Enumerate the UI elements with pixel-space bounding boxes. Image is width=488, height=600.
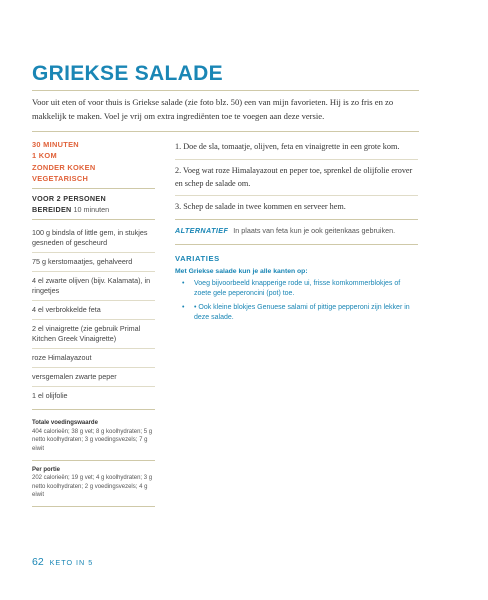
ingredient-item: 75 g kerstomaatjes, gehalveerd xyxy=(32,253,155,272)
page-title: GRIEKSE SALADE xyxy=(32,62,223,85)
book-title: KETO IN 5 xyxy=(49,558,94,567)
nutrition-portion-heading: Per portie xyxy=(32,466,61,473)
title-divider xyxy=(32,90,419,91)
sidebar-divider xyxy=(32,409,155,410)
prep-value: 10 minuten xyxy=(73,205,110,215)
sidebar-divider xyxy=(32,219,155,220)
ingredient-list xyxy=(32,224,155,405)
prep-time xyxy=(32,204,155,215)
variation-text: • Ook kleine blokjes Genuese salami of pittige pepperoni zijn lekker in deze salade. xyxy=(194,303,410,321)
tag-bowl: 1 KOM xyxy=(32,151,57,161)
variation-text: Voeg bijvoorbeeld knapperige rode ui, frisse komkommerblokjes of zoete gele peperoncini (pot) toe. xyxy=(194,280,401,298)
ingredient-item: 4 el verbrokkelde feta xyxy=(32,301,155,320)
step-item: 3. Schep de salade in twee kommen en serveer hem. xyxy=(175,201,418,220)
intro-paragraph: Voor uit eten of voor thuis is Griekse salade (zie foto blz. 50) een van mijn favorieten. Hij is zo fris en zo makkelijk te maken. Voel je vrij om extra ingrediënten toe te voegen aan deze versie. xyxy=(32,97,394,121)
ingredient-item: 2 el vinaigrette (zie gebruik Primal Kitchen Greek Vinaigrette) xyxy=(32,320,155,349)
intro-divider xyxy=(32,131,419,132)
nutrition-portion-body: 202 calorieën; 19 g vet; 4 g koolhydraten; 3 g netto koolhydraten; 2 g voedingsvezels; 4 g eiwit xyxy=(32,475,153,499)
sidebar-divider xyxy=(32,188,155,189)
tag-time: 30 MINUTEN xyxy=(32,140,79,149)
ingredient-item: 4 el zwarte olijven (bijv. Kalamata), in ringetjes xyxy=(32,272,155,301)
tag-no-cook: ZONDER KOKEN xyxy=(32,162,96,172)
ingredient-item: 1 el olijfolie xyxy=(32,391,68,401)
ingredient-item: versgemalen zwarte peper xyxy=(32,368,155,387)
alternative-divider xyxy=(175,244,418,245)
recipe-sidebar xyxy=(32,139,155,507)
recipe-tags xyxy=(32,139,155,184)
method-steps xyxy=(175,141,418,225)
variations-title: VARIATIES xyxy=(175,254,220,263)
variations-subtitle: Met Griekse salade kun je alle kanten op: xyxy=(175,268,308,275)
ingredient-item: 100 g bindsla of little gem, in stukjes gesneden of gescheurd xyxy=(32,224,155,253)
page-number: 62 xyxy=(32,556,44,568)
step-item: 2. Voeg wat roze Himalayazout en peper toe, sprenkel de olijfolie erover en schep de salade om. xyxy=(175,165,418,197)
tag-vegetarian: VEGETARISCH xyxy=(32,173,89,183)
nutrition-total xyxy=(32,414,155,459)
prep-label: BEREIDEN xyxy=(32,205,72,215)
nutrition-portion xyxy=(32,461,155,506)
variations-list xyxy=(175,279,410,326)
servings: VOOR 2 PERSONEN xyxy=(32,194,106,204)
page-footer xyxy=(32,556,93,568)
alternative-text: In plaats van feta kun je ook geitenkaas gebruiken. xyxy=(233,226,396,235)
sidebar-divider xyxy=(32,506,155,507)
variation-item xyxy=(175,303,410,324)
variation-item xyxy=(175,279,410,300)
bullet-icon: • xyxy=(182,303,185,311)
step-item: 1. Doe de sla, tomaatje, olijven, feta en vinaigrette in een grote kom. xyxy=(175,141,418,160)
alternative-note xyxy=(175,226,423,236)
nutrition-total-body: 404 calorieën; 38 g vet; 8 g koolhydraten; 5 g netto koolhydraten; 3 g voedingsvezels; 7 g eiwit xyxy=(32,428,153,452)
nutrition-total-heading: Totale voedingswaarde xyxy=(32,420,98,427)
ingredient-item: roze Himalayazout xyxy=(32,349,155,368)
alternative-label: ALTERNATIEF xyxy=(175,226,229,235)
bullet-icon: • xyxy=(182,280,185,287)
